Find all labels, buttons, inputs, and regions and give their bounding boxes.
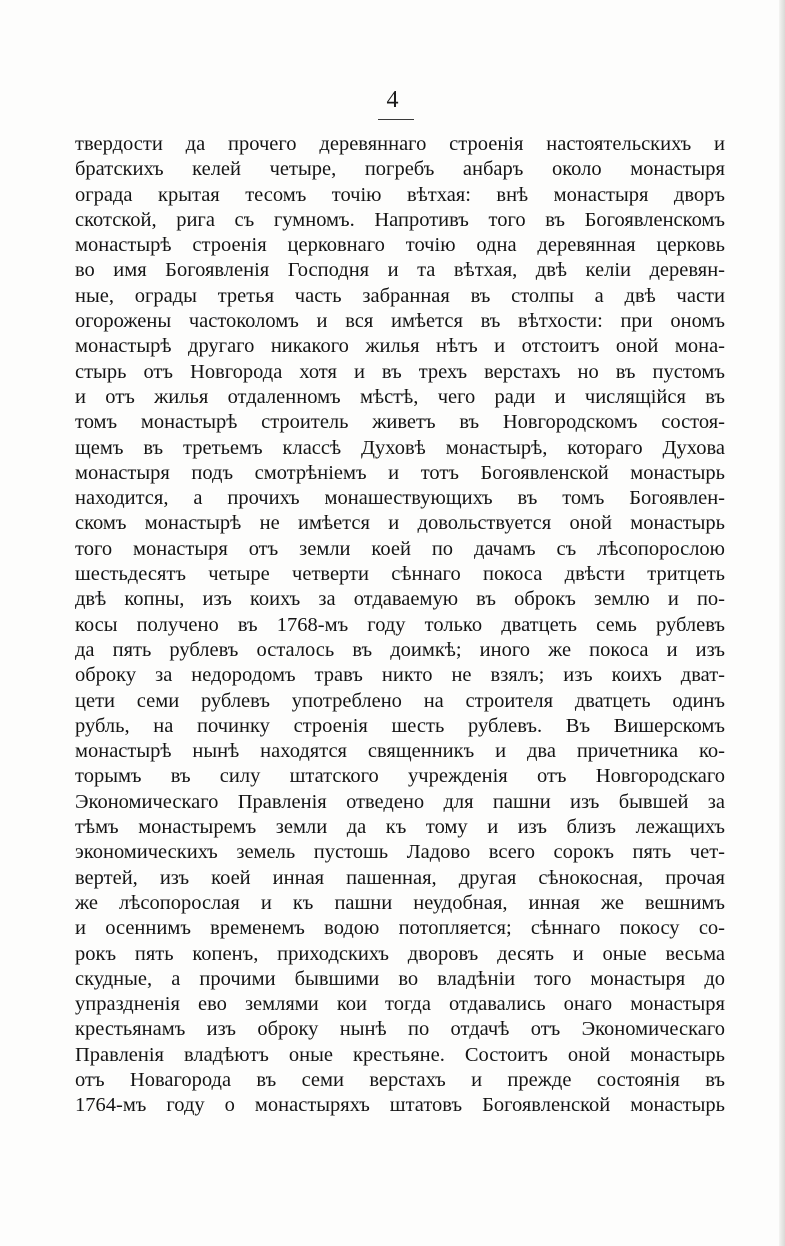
text-line: рубль, на починку строенія шесть рублевъ. Въ Вишерскомъ xyxy=(75,714,725,737)
text-line: твердости да прочего деревяннаго строенія настоятельскихъ и xyxy=(75,133,725,155)
page-number-underline xyxy=(378,119,414,120)
text-line: стырь отъ Новгорода хотя и въ трехъ верстахъ но въ пустомъ xyxy=(75,360,725,383)
text-line: ные, ограды третья часть забранная въ столпы а двѣ части xyxy=(75,284,725,307)
text-line: двѣ копны, изъ коихъ за отдаваемую въ оброкъ землю и по- xyxy=(75,588,725,611)
text-line: томъ монастырѣ строитель живетъ въ Новгородскомъ состоя- xyxy=(75,411,725,434)
page-edge-shadow xyxy=(779,0,785,1246)
text-line: скудные, а прочими бывшими во владѣніи того монастыря до xyxy=(75,967,725,990)
text-line: Экономическаго Правленія отведено для пашни изъ бывшей за xyxy=(75,790,725,813)
text-line: находится, а прочихъ монашествующихъ въ томъ Богоявлен- xyxy=(75,487,725,510)
page-number: 4 xyxy=(386,87,399,113)
text-line: да пять рублевъ осталось въ доимкѣ; иного же покоса и изъ xyxy=(75,638,725,661)
text-line: и отъ жилья отдаленномъ мѣстѣ, чего ради и числящійся въ xyxy=(75,385,725,408)
text-line: огорожены частоколомъ и вся имѣется въ вѣтхости: при ономъ xyxy=(75,310,725,333)
text-line: монастырѣ строенія церковнаго точію одна деревянная церковь xyxy=(75,234,725,257)
text-line: монастырѣ другаго никакого жилья нѣтъ и отстоитъ оной мона- xyxy=(75,335,725,358)
text-line: скомъ монастырѣ не имѣется и довольствуется оной монастырь xyxy=(75,512,725,535)
text-line: монастыря подъ смотрѣніемъ и тотъ Богоявленской монастырь xyxy=(75,461,725,484)
text-line: косы получено въ 1768-мъ году только дватцеть семь рублевъ xyxy=(75,613,725,636)
body-text xyxy=(75,132,725,1119)
text-line: упраздненія ево землями кои тогда отдавались онаго монастыря xyxy=(75,993,725,1016)
text-line: 1764-мъ году о монастыряхъ штатовъ Богоявленской монастырь xyxy=(75,1094,725,1117)
text-line: Правленія владѣютъ оные крестьяне. Состоитъ оной монастырь xyxy=(75,1043,725,1066)
text-line: крестьянамъ изъ оброку нынѣ по отдачѣ отъ Экономическаго xyxy=(75,1018,725,1041)
text-line: экономическихъ земель пустошь Ладово всего сорокъ пять чет- xyxy=(75,841,725,864)
text-line: цети семи рублевъ употреблено на строителя дватцеть одинъ xyxy=(75,689,725,712)
text-line: отъ Новагорода въ семи верстахъ и прежде состоянія въ xyxy=(75,1068,725,1091)
text-line: же лѣсопорослая и къ пашни неудобная, инная же вешнимъ xyxy=(75,891,725,914)
text-line: оброку за недородомъ травъ никто не взялъ; изъ коихъ дват- xyxy=(75,664,725,687)
text-line: того монастыря отъ земли коей по дачамъ съ лѣсопорослою xyxy=(75,537,725,560)
text-line: и осеннимъ временемъ водою потопляется; сѣннаго покосу со- xyxy=(75,917,725,940)
text-line: тѣмъ монастыремъ земли да къ тому и изъ близъ лежащихъ xyxy=(75,816,725,839)
text-line: во имя Богоявленія Господня и та вѣтхая, двѣ келіи деревян- xyxy=(75,259,725,282)
text-line: скотской, рига съ гумномъ. Напротивъ того въ Богоявленскомъ xyxy=(75,208,725,231)
text-line: монастырѣ нынѣ находятся священникъ и два причетника ко- xyxy=(75,740,725,763)
text-line: ограда крытая тесомъ точію вѣтхая: внѣ монастыря дворъ xyxy=(75,183,725,206)
text-line: щемъ въ третьемъ классѣ Духовѣ монастырѣ, котораго Духова xyxy=(75,436,725,459)
text-line: рокъ пять копенъ, приходскихъ дворовъ десять и оные весьма xyxy=(75,942,725,965)
text-line: шестьдесятъ четыре четверти сѣннаго покоса двѣсти тритцеть xyxy=(75,563,725,586)
text-line: братскихъ келей четыре, погребъ анбаръ около монастыря xyxy=(75,158,725,181)
text-line: торымъ въ силу штатского учрежденія отъ Новгородскаго xyxy=(75,765,725,788)
text-line: вертей, изъ коей инная пашенная, другая сѣнокосная, прочая xyxy=(75,866,725,889)
